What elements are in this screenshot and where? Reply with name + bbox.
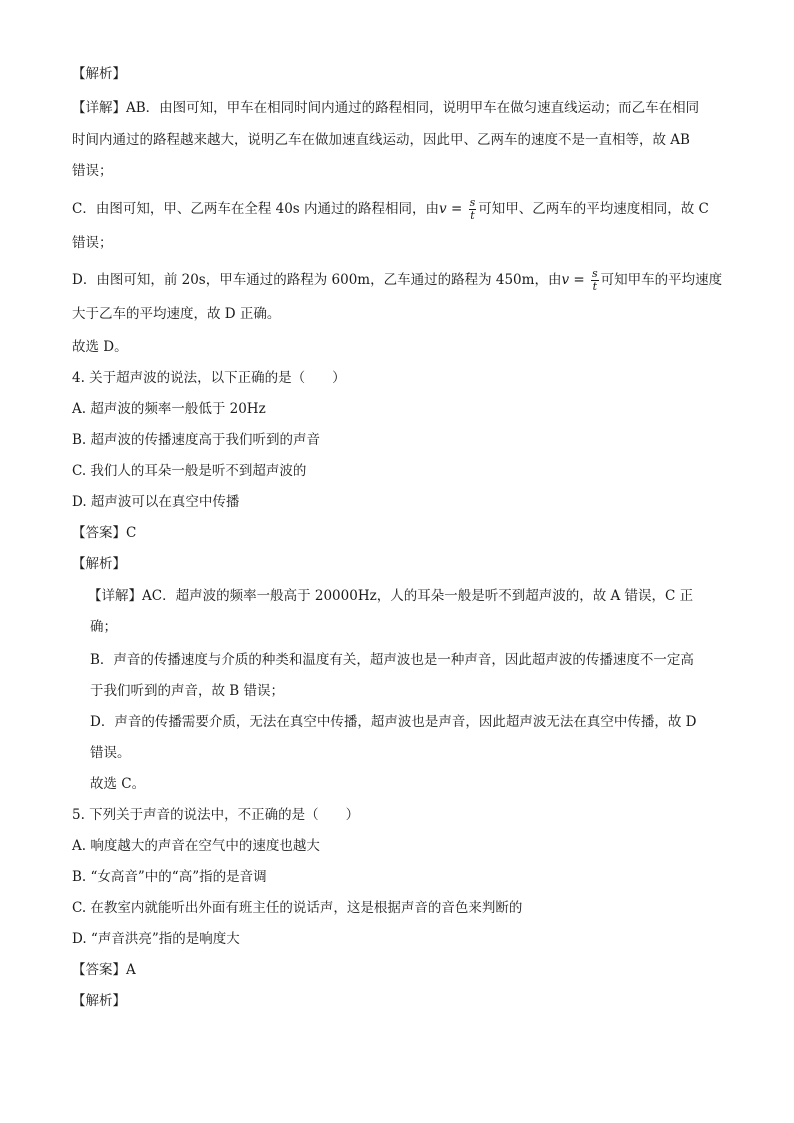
q3-detail-line: 【详解】AB．由图可知，甲车在相同时间内通过的路程相同，说明甲车在做匀速直线运动；而乙车在相同: [72, 100, 700, 116]
q3-option-c-analysis: [72, 197, 709, 222]
formula-numerator: s: [469, 196, 476, 209]
text-segment: C．由图可知，甲、乙两车在全程 40s 内通过的路程相同，由: [72, 201, 440, 217]
text-segment: 可知甲车的平均速度: [600, 272, 723, 288]
q3-detail-line: 错误；: [72, 235, 113, 251]
q5-analysis-label: 【解析】: [72, 993, 126, 1009]
q4-detail-line: 【详解】AC．超声波的频率一般高于 20000Hz，人的耳朵一般是听不到超声波的，故 A 错误，C 正: [88, 588, 694, 604]
q4-option-c: C. 我们人的耳朵一般是听不到超声波的: [72, 463, 307, 479]
q4-detail-line: 确；: [90, 619, 117, 635]
q3-analysis-label: 【解析】: [72, 66, 126, 82]
q5-question: 5. 下列关于声音的说法中，不正确的是（ ）: [72, 807, 360, 823]
formula-denominator: t: [470, 209, 475, 222]
q4-answer: 【答案】C: [72, 525, 137, 541]
q3-choice: 故选 D。: [72, 339, 128, 355]
q5-option-a: A. 响度越大的声音在空气中的速度也越大: [72, 838, 320, 854]
formula-eq: =: [446, 201, 467, 217]
q4-option-b: B. 超声波的传播速度高于我们听到的声音: [72, 432, 321, 448]
q5-answer: 【答案】A: [72, 962, 136, 978]
formula-fraction: [469, 197, 477, 222]
q3-detail-line: 时间内通过的路程越来越大，说明乙车在做加速直线运动，因此甲、乙两车的速度不是一直相等，故 AB: [72, 132, 690, 148]
q4-detail-line: 于我们听到的声音，故 B 错误；: [90, 683, 285, 699]
q4-question: 4. 关于超声波的说法，以下正确的是（ ）: [72, 370, 346, 386]
q5-option-b: B. “女高音”中的“高”指的是音调: [72, 869, 267, 885]
q4-detail-line: B．声音的传播速度与介质的种类和温度有关，超声波也是一种声音，因此超声波的传播速度不一定高: [90, 652, 694, 668]
q3-detail-line: 大于乙车的平均速度，故 D 正确。: [72, 306, 281, 322]
q5-option-c: C. 在教室内就能听出外面有班主任的说话声，这是根据声音的音色来判断的: [72, 900, 523, 916]
q3-option-d-analysis: [72, 268, 722, 293]
q4-analysis-label: 【解析】: [72, 556, 126, 572]
q4-detail-line: D．声音的传播需要介质，无法在真空中传播，超声波也是声音，因此超声波无法在真空中传播，故 D: [90, 714, 697, 730]
formula-v: v: [561, 272, 570, 288]
q5-option-d: D. “声音洪亮”指的是响度大: [72, 931, 240, 947]
formula-v: v: [439, 201, 447, 217]
formula-fraction: [591, 268, 599, 293]
q4-choice: 故选 C。: [90, 776, 146, 792]
formula-eq: =: [569, 272, 589, 288]
formula-numerator: s: [592, 267, 598, 280]
q3-detail-line: 错误；: [72, 163, 113, 179]
q4-detail-line: 错误。: [90, 745, 131, 761]
text-segment: 可知甲、乙两车的平均速度相同，故 C: [478, 201, 709, 217]
q4-option-a: A. 超声波的频率一般低于 20Hz: [72, 401, 266, 417]
text-segment: D．由图可知，前 20s，甲车通过的路程为 600m，乙车通过的路程为 450m，由: [72, 272, 562, 288]
q4-option-d: D. 超声波可以在真空中传播: [72, 494, 240, 510]
formula-denominator: t: [592, 280, 598, 293]
